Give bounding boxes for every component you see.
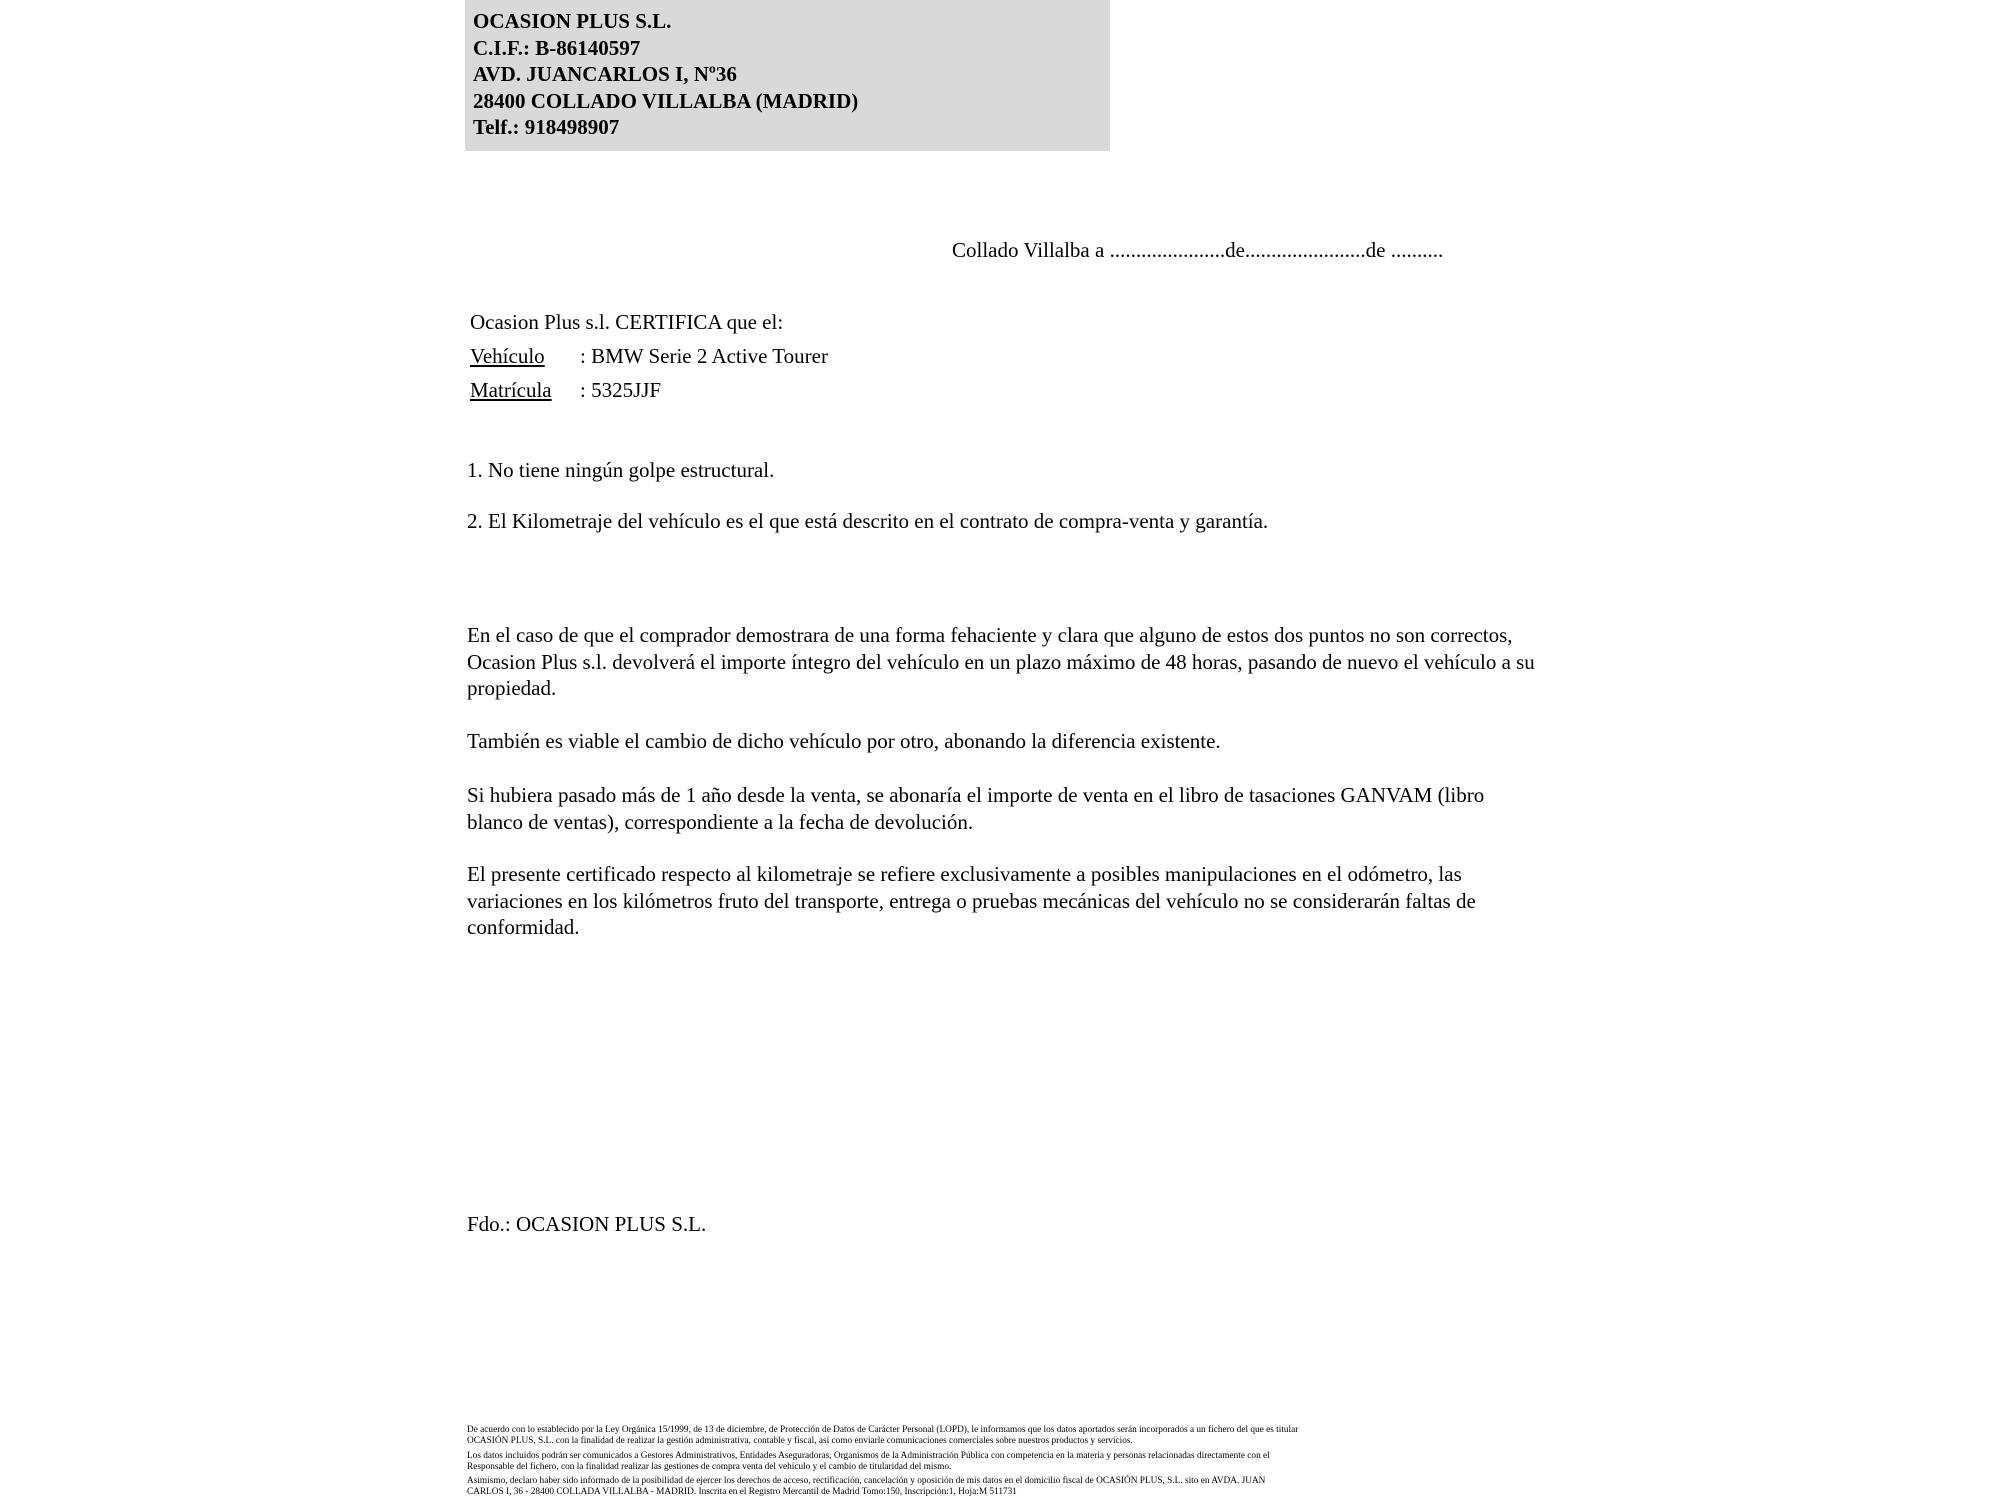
legal-line-4: Responsable del fichero, con la finalidad realizar las gestiones de compra venta del vehículo y el cambio de titularidad del mismo.: [467, 1461, 952, 1472]
paragraph-ganvam: Si hubiera pasado más de 1 año desde la venta, se abonaría el importe de venta en el libro de tasaciones GANVAM (libro blanco de ventas), correspondiente a la fecha de devolución.: [467, 783, 1485, 834]
legal-line-1: De acuerdo con lo establecido por la Ley Orgánica 15/1999, de 13 de diciembre, de Protección de Datos de Carácter Personal (LOPD), le informamos que los datos aportados serán incorporados a un fichero del que es titular: [467, 1425, 1299, 1435]
plate-value: : 5325JJF: [580, 378, 662, 402]
company-letterhead: [465, 0, 1110, 151]
date-line: Collado Villalba a ......................de.......................de ..........: [952, 238, 1444, 262]
legal-line-6: CARLOS I, 36 - 28400 COLLADA VILLALBA - MADRID. Inscrita en el Registro Mercantil de Madrid Tomo:150, Inscripción:1, Hoja:M 511731: [467, 1487, 1017, 1498]
vehicle-label: Vehículo: [470, 344, 545, 368]
legal-line-3: Los datos incluidos podrán ser comunicados a Gestores Administrativos, Entidades Aseguradoras, Organismos de la Administración Pública con competencia en la materia y personas relacionadas directamente con el: [467, 1450, 1270, 1461]
paragraph-exchange: También es viable el cambio de dicho vehículo por otro, abonando la diferencia existente.: [467, 729, 1221, 753]
legal-footer: [467, 1425, 1557, 1499]
paragraph-odometer: El presente certificado respecto al kilometraje se refiere exclusivamente a posibles manipulaciones en el odómetro, las variaciones en los kilómetros fruto del transporte, entrega o pruebas mecánicas del vehículo no se considerarán faltas de conformidad.: [467, 862, 1476, 939]
certification-intro: Ocasion Plus s.l. CERTIFICA que el:: [470, 310, 784, 334]
certified-point-2: 2. El Kilometraje del vehículo es el que está descrito en el contrato de compra-venta y garantía.: [467, 509, 1269, 533]
legal-line-5: Asimismo, declaro haber sido informado de la posibilidad de ejercer los derechos de acceso, rectificación, cancelación y oposición de mis datos en el domicilio fiscal de OCASIÓN PLUS, S.L. sito en AVDA. JUAN: [467, 1476, 1266, 1487]
company-cif: C.I.F.: B-86140597: [473, 35, 641, 60]
legal-line-2: OCASIÓN PLUS, S.L. con la finalidad de realizar la gestión administrativa, contable y fiscal, así como enviarle comunicaciones comerciales sobre nuestros productos y servicios.: [467, 1436, 1133, 1447]
vehicle-row: [470, 339, 828, 373]
company-address: AVD. JUANCARLOS I, Nº36: [473, 62, 737, 86]
company-name: OCASION PLUS S.L.: [473, 9, 672, 33]
vehicle-value: : BMW Serie 2 Active Tourer: [580, 344, 828, 368]
certified-point-1: 1. No tiene ningún golpe estructural.: [467, 458, 775, 482]
company-phone: Telf.: 918498907: [473, 115, 620, 139]
certification-block: [470, 305, 828, 407]
paragraph-refund: En el caso de que el comprador demostrara de una forma fehaciente y clara que alguno de estos dos puntos no son correctos, Ocasion Plus s.l. devolverá el importe íntegro del vehículo en un plazo máximo de 48 horas, pasando de nuevo el vehículo a su propiedad.: [467, 623, 1535, 700]
plate-label: Matrícula: [470, 378, 552, 402]
company-city: 28400 COLLADO VILLALBA (MADRID): [473, 88, 859, 113]
signature-line: Fdo.: OCASION PLUS S.L.: [467, 1212, 707, 1236]
plate-row: [470, 373, 828, 407]
